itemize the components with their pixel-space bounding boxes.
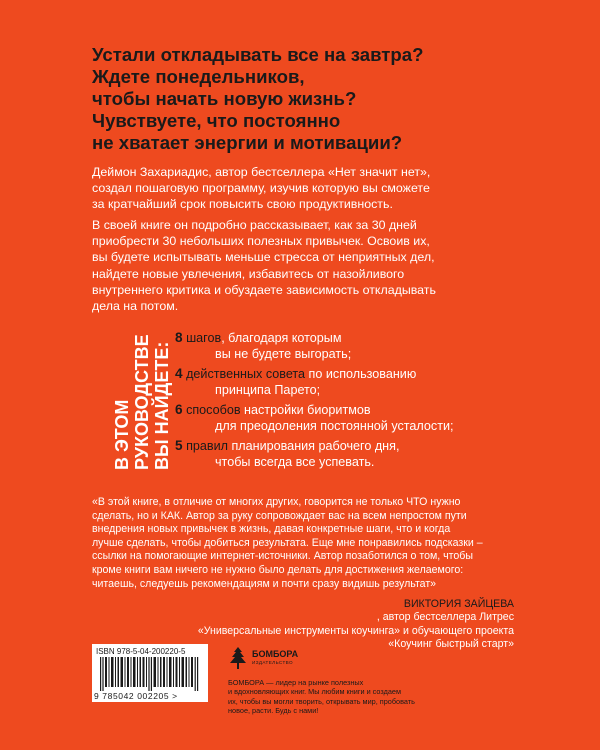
review-quote: [92, 496, 532, 591]
feature-number: 8: [175, 330, 183, 345]
quote-line: внедрения новых привычек в жизнь, давая конкретные шаги, что и когда: [92, 523, 451, 536]
feature-number: 5: [175, 438, 183, 453]
guide-heading: [112, 310, 172, 470]
feature-text-line2: принципа Парето;: [215, 383, 321, 397]
intro-line: создал пошаговую программу, изучив которую вы сможете: [92, 181, 430, 196]
publisher-line: новое, расти. Будь с нами!: [228, 706, 319, 716]
description-line: В своей книге он подробно рассказывает, как за 30 дней: [92, 218, 417, 232]
guide-heading-line: В ЭТОМ: [112, 399, 132, 470]
feature-item: [175, 438, 515, 470]
headline-line: не хватает энергии и мотивации?: [92, 132, 403, 153]
quote-line: кроме книги вам ничего не нужно было делать для достижения желаемого:: [92, 563, 464, 576]
reviewer-credit-line: «Универсальные инструменты коучинга» и обучающего проекта: [197, 624, 514, 637]
quote-line: читаешь, следуешь рекомендациям и почти сразу видишь результат»: [92, 577, 437, 590]
headline-line: Ждете понедельников,: [92, 66, 305, 87]
reviewer-name: ВИКТОРИЯ ЗАЙЦЕВА: [403, 598, 514, 610]
feature-keyword: шагов: [186, 331, 222, 345]
feature-text: по использованию: [305, 367, 417, 381]
feature-item: [175, 366, 515, 398]
feature-keyword: правил: [186, 439, 228, 453]
publisher-subtitle: ИЗДАТЕЛЬСТВО: [252, 660, 293, 665]
headline-line: Чувствуете, что постоянно: [92, 110, 341, 131]
feature-text-line2: вы не будете выгорать;: [215, 347, 352, 361]
reviewer-credit-line: «Коучинг быстрый старт»: [388, 638, 514, 651]
feature-text: , благодаря которым: [221, 331, 342, 345]
feature-number: 4: [175, 366, 183, 381]
ean-digits: 9 785042 002205 >: [94, 691, 178, 701]
feature-text-line2: для преодоления постоянной усталости;: [215, 419, 454, 433]
publisher-name: БОМБОРА: [252, 649, 299, 659]
publisher-logo: [228, 646, 308, 672]
quote-line: ссылки на помогающие интернет-источники. Автор позаботился о том, чтобы: [92, 550, 473, 563]
intro-line: за кратчайший срок повысить свою продуктивность.: [92, 197, 393, 212]
feature-item: [175, 330, 515, 362]
feature-keyword: способов: [186, 403, 241, 417]
features-list: [175, 330, 515, 474]
headline: [92, 44, 562, 154]
description-line: внутреннего критика и обуздаете зависимость откладывать: [92, 282, 436, 297]
isbn-label: ISBN 978-5-04-200220-5: [96, 647, 186, 656]
quote-line: лучше сделать, чтобы добиться результата. Еще мне понравились подсказки –: [92, 536, 483, 549]
publisher-line: и вдохновляющих книг. Мы любим книги и создаем: [228, 687, 401, 697]
quote-line: «В этой книге, в отличие от многих других, говорится не только ЧТО нужно: [92, 496, 461, 508]
intro-paragraph: [92, 164, 522, 213]
guide-heading-line: РУКОВОДСТВЕ: [132, 334, 152, 470]
description-line: вы будете испытывать меньше стресса от неприятных дел,: [92, 250, 435, 265]
publisher-line: БОМБОРА — лидер на рынке полезных: [228, 678, 364, 687]
quote-line: сделать, но и КАК. Автор за руку сопровождает вас на всем непростом пути: [92, 509, 467, 522]
feature-number: 6: [175, 402, 183, 417]
headline-line: Устали откладывать все на завтра?: [92, 44, 424, 65]
feature-keyword: действенных совета: [186, 367, 306, 381]
feature-item: [175, 402, 515, 434]
description-line: приобрести 30 небольших полезных привычек. Освоив их,: [92, 234, 430, 249]
barcode-bars: [100, 657, 200, 691]
description-line: дела на потом.: [92, 299, 179, 314]
feature-text-line2: чтобы всегда все успевать.: [215, 455, 375, 469]
description-line: найдете новые увлечения, избавитесь от назойливого: [92, 266, 405, 281]
barcode: [92, 644, 208, 702]
guide-heading-line: ВЫ НАЙДЕТЕ:: [152, 341, 172, 470]
intro-line: Деймон Захариадис, автор бестселлера «Нет значит нет»,: [92, 165, 431, 179]
description-paragraph: [92, 217, 522, 314]
feature-text: настройки биоритмов: [240, 403, 371, 417]
feature-text: планирования рабочего дня,: [227, 439, 400, 453]
publisher-logo-mark: [228, 646, 248, 670]
headline-line: чтобы начать новую жизнь?: [92, 88, 357, 109]
reviewer-credit: , автор бестселлера Литрес: [376, 611, 514, 624]
publisher-line: их, чтобы вы могли творить, открывать мир, пробовать: [228, 696, 415, 706]
publisher-blurb: [228, 678, 528, 716]
